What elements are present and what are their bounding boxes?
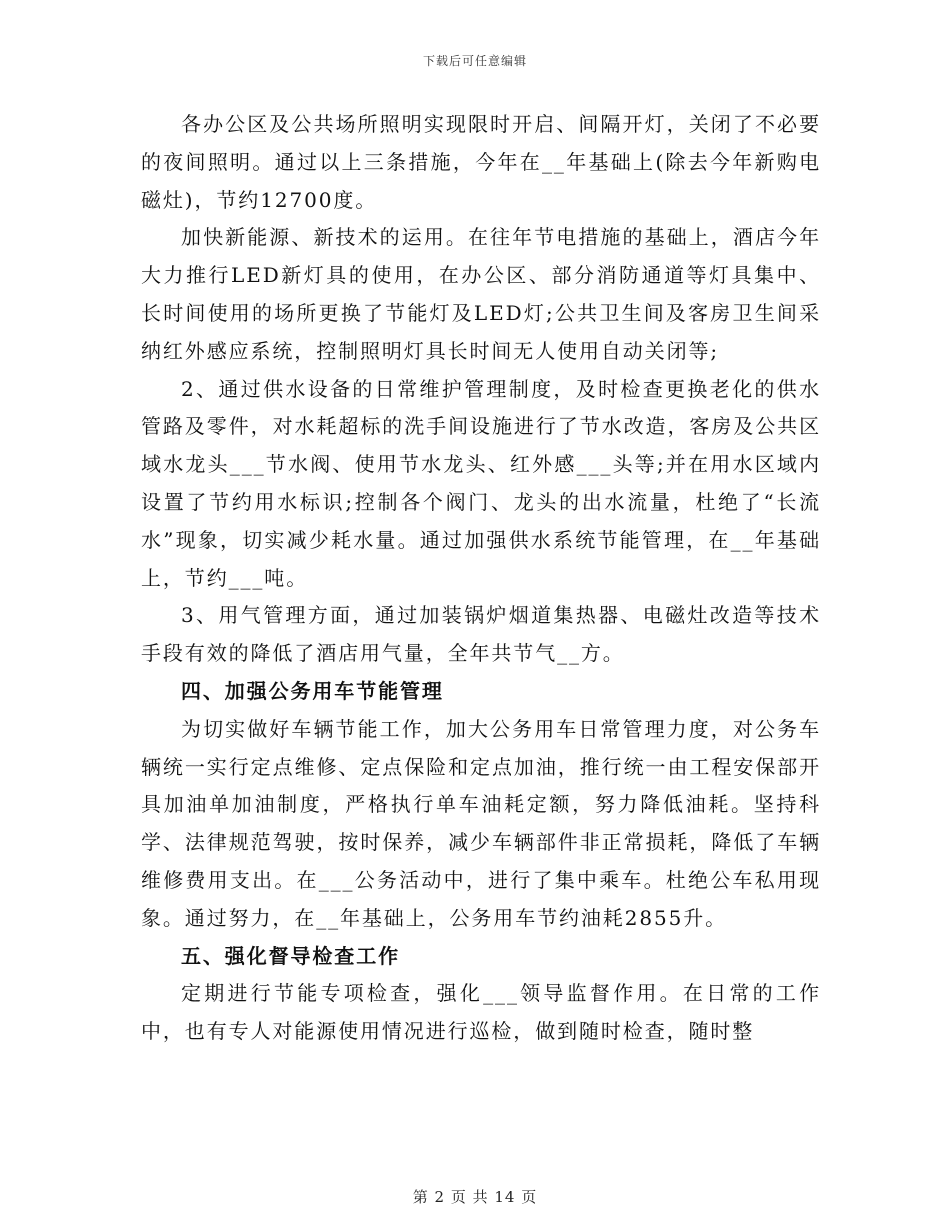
paragraph-gas-management: 3、用气管理方面，通过加装锅炉烟道集热器、电磁灶改造等技术手段有效的降低了酒店用气量，全年共节气__方。 [141, 603, 821, 666]
page-number: 第 2 页 共 14 页 [412, 1188, 538, 1206]
paragraph-water-supply: 2、通过供水设备的日常维护管理制度，及时检查更换老化的供水管路及零件，对水耗超标的洗手间设施进行了节水改造，客房及公共区域水龙头___节水阀、使用节水龙头、红外感___头等;并在用水区域内设置了节约用水标识;控制各个阀门、龙头的出水流量，杜绝了“长流水”现象，切实减少耗水量。通过加强供水系统节能管理，在__年基础上，节约___吨。 [141, 376, 821, 590]
section-heading-supervision: 五、强化督导检查工作 [181, 943, 400, 968]
paragraph-vehicles: 为切实做好车辆节能工作，加大公务用车日常管理力度，对公务车辆统一实行定点维修、定点保险和定点加油，推行统一由工程安保部开具加油单加油制度，严格执行单车油耗定额，努力降低油耗。坚持科学、法律规范驾驶，按时保养，减少车辆部件非正常损耗，降低了车辆维修费用支出。在___公务活动中，进行了集中乘车。杜绝公车私用现象。通过努力，在__年基础上，公务用车节约油耗2855升。 [141, 716, 821, 930]
page-header: 下载后可任意编辑 [422, 54, 527, 68]
paragraph-supervision: 定期进行节能专项检查，强化___领导监督作用。在日常的工作中，也有专人对能源使用情况进行巡检，做到随时检查，随时整 [141, 981, 821, 1044]
paragraph-new-energy: 加快新能源、新技术的运用。在往年节电措施的基础上，酒店今年大力推行LED新灯具的使用，在办公区、部分消防通道等灯具集中、长时间使用的场所更换了节能灯及LED灯;公共卫生间及客房卫生间采纳红外感应系统，控制照明灯具长时间无人使用自动关闭等; [141, 225, 821, 363]
paragraph-lighting: 各办公区及公共场所照明实现限时开启、间隔开灯，关闭了不必要的夜间照明。通过以上三条措施，今年在__年基础上(除去今年新购电磁灶)，节约12700度。 [141, 112, 821, 212]
document-body [141, 106, 821, 1051]
section-heading-vehicles: 四、加强公务用车节能管理 [181, 678, 444, 703]
